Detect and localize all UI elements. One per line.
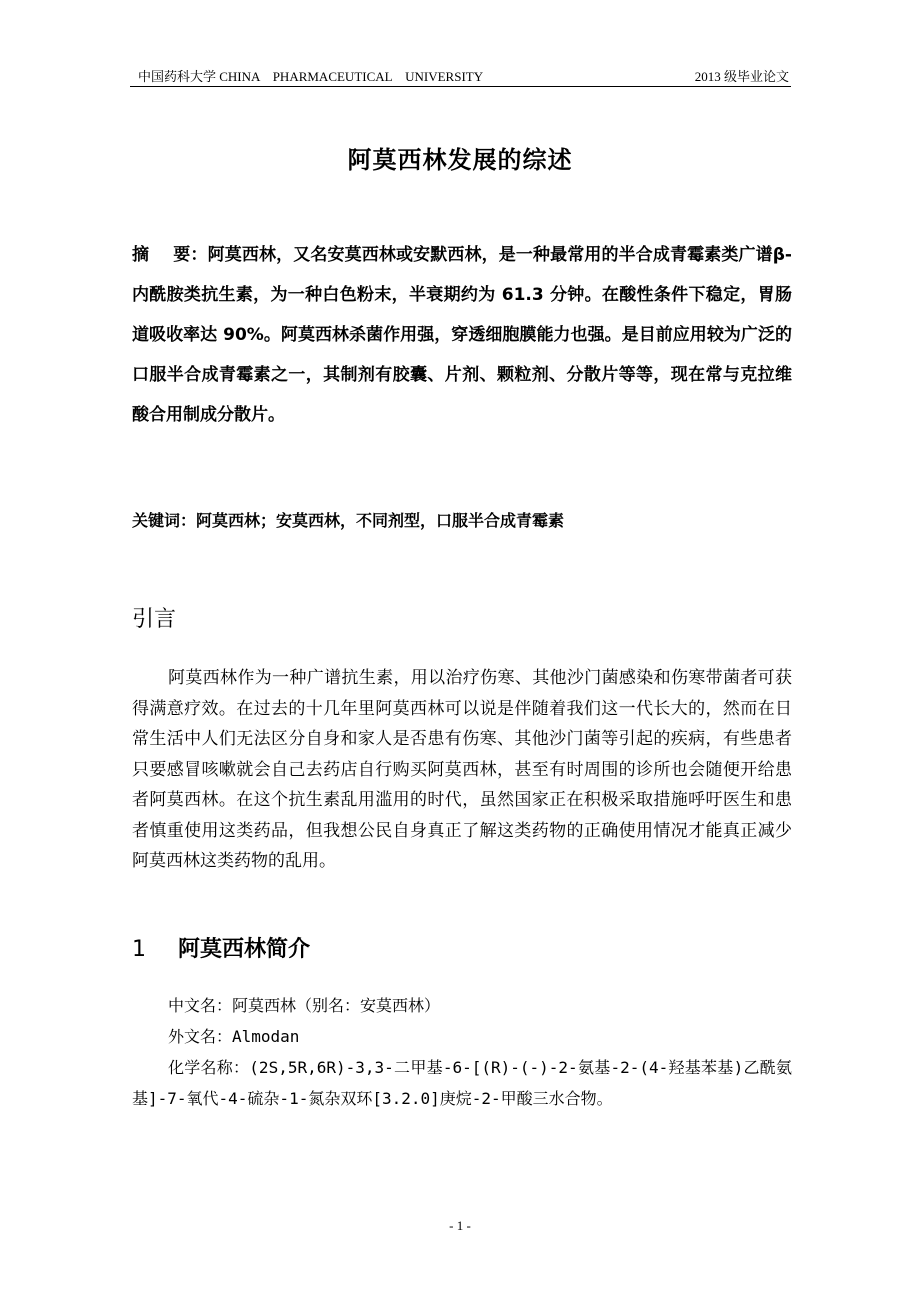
abstract-text: 阿莫西林，又名安莫西林或安默西林，是一种最常用的半合成青霉素类广谱β-内酰胺类抗生素，为一种白色粉末，半衰期约为 61.3 分钟。在酸性条件下稳定，胃肠道吸收率达 90%。阿莫西林杀菌作用强，穿透细胞膜能力也强。是目前应用较为广泛的口服半合成青霉素之一，其制剂有胶囊、片剂、颗粒剂、分散片等等，现在常与克拉维酸合用制成分散片。 (132, 245, 792, 425)
section-1-heading (132, 934, 310, 966)
header-thesis-year: 2013 级毕业论文 (694, 69, 789, 84)
keywords-label: 关键词： (132, 511, 197, 530)
chinese-name-line: 中文名：阿莫西林（别名：安莫西林） (168, 996, 441, 1015)
page-header (130, 62, 791, 87)
section-number: 1 (132, 937, 146, 962)
keywords-text: 阿莫西林；安莫西林，不同剂型，口服半合成青霉素 (196, 511, 565, 530)
foreign-name-line: 外文名：Almodan (168, 1027, 300, 1046)
page-number: - 1 - (449, 1218, 471, 1233)
intro-heading: 引言 (132, 607, 177, 632)
header-university: 中国药科大学 CHINA PHARMACEUTICAL UNIVERSITY (138, 69, 484, 84)
abstract-label: 摘 要： (132, 245, 208, 265)
chemical-name-line: 化学名称：(2S,5R,6R)-3,3-二甲基-6-[(R)-(-)-2-氨基-2-(4-羟基苯基)乙酰氨基]-7-氧代-4-硫杂-1-氮杂双环[3.2.0]庚烷-2-甲酸三水合物。 (132, 1058, 792, 1108)
drug-info-block (132, 990, 792, 1114)
keywords-block (132, 505, 792, 537)
abstract-block (132, 235, 792, 435)
section-title: 阿莫西林简介 (178, 937, 311, 962)
document-title: 阿莫西林发展的综述 (347, 146, 573, 174)
intro-paragraph: 阿莫西林作为一种广谱抗生素，用以治疗伤寒、其他沙门菌感染和伤寒带菌者可获得满意疗效。在过去的十几年里阿莫西林可以说是伴随着我们这一代长大的，然而在日常生活中人们无法区分自身和家人是否患有伤寒、其他沙门菌等引起的疾病，有些患者只要感冒咳嗽就会自己去药店自行购买阿莫西林，甚至有时周围的诊所也会随便开给患者阿莫西林。在这个抗生素乱用滥用的时代，虽然国家正在积极采取措施呼吁医生和患者慎重使用这类药品，但我想公民自身真正了解这类药物的正确使用情况才能真正减少阿莫西林这类药物的乱用。 (132, 668, 792, 871)
